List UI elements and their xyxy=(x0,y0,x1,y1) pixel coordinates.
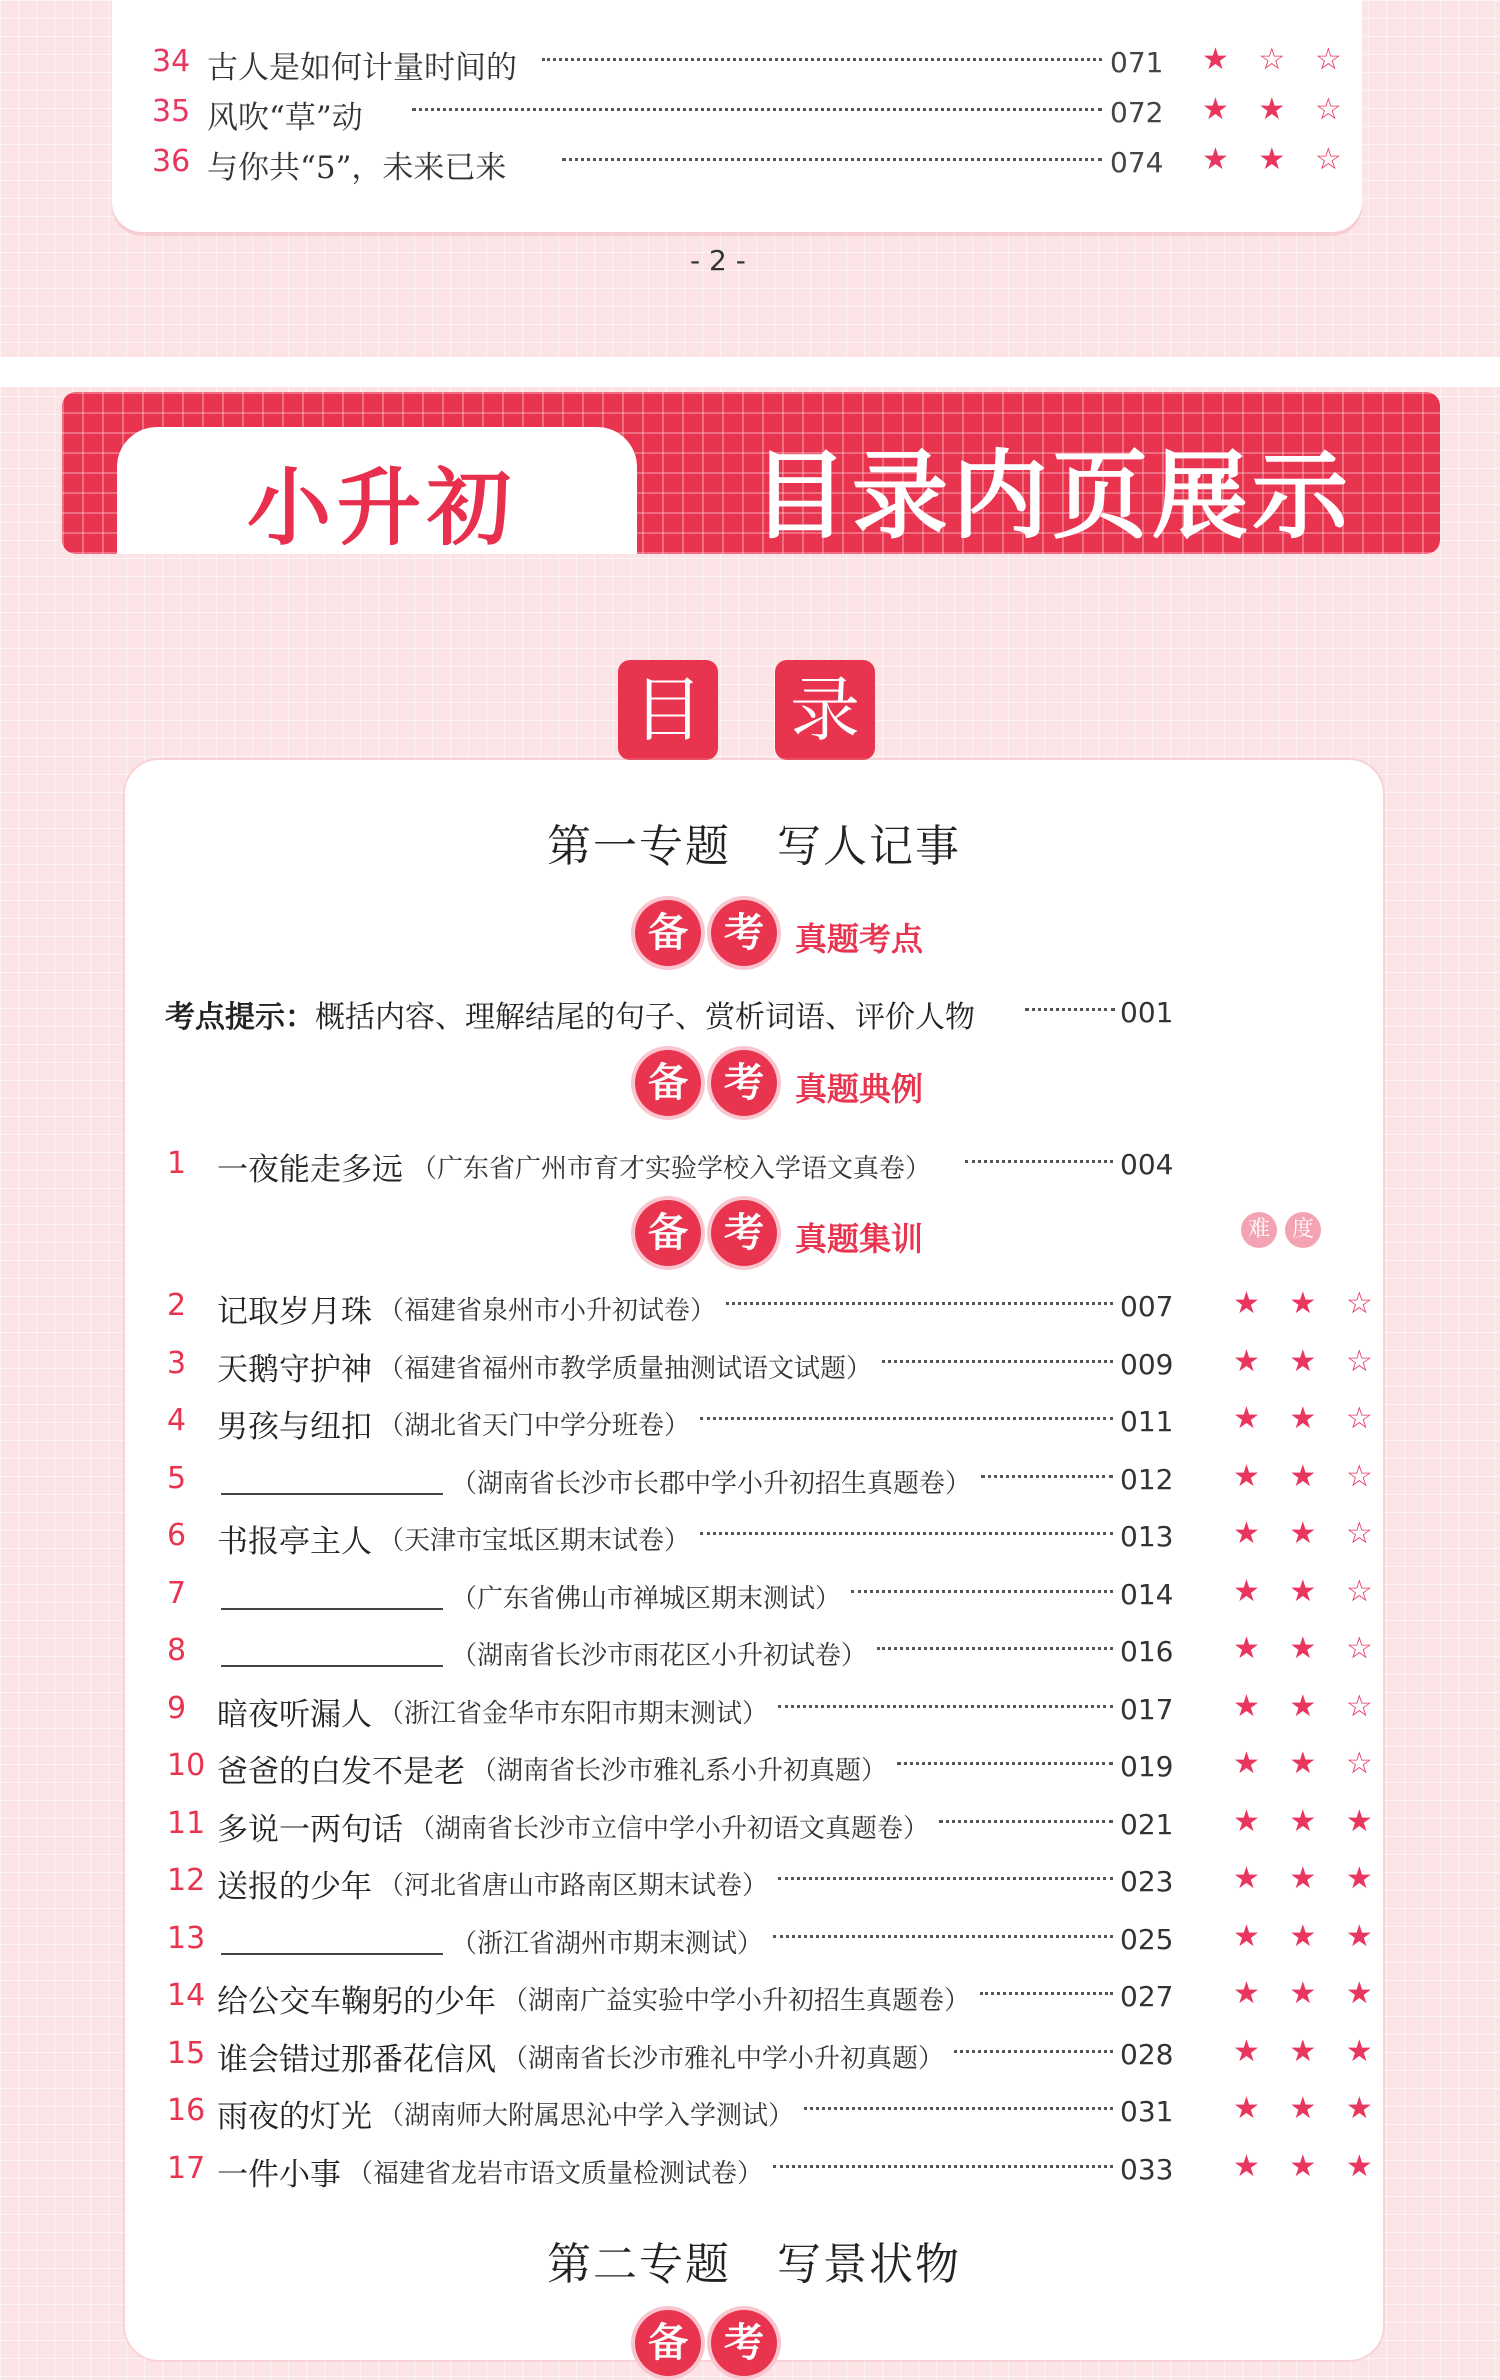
row-source: （湖南广益实验中学小升初招生真题卷） xyxy=(502,1986,971,2016)
dot-leader xyxy=(897,1762,1113,1765)
toc-row xyxy=(125,1683,1383,1733)
difficulty-stars: ★ ★ ★ xyxy=(1233,2091,1383,2126)
row-page: 017 xyxy=(1120,1692,1174,1726)
toc-row xyxy=(112,88,1362,136)
row-number: 5 xyxy=(167,1460,187,1496)
fill-in-blank xyxy=(221,1608,443,1610)
banner-left-text: 小升初 xyxy=(247,459,518,557)
dot-leader xyxy=(778,1877,1113,1880)
difficulty-char: 度 xyxy=(1285,1212,1321,1248)
dot-leader xyxy=(542,58,1102,61)
toc-row xyxy=(125,1740,1383,1790)
row-number: 3 xyxy=(167,1345,187,1381)
fill-in-blank xyxy=(221,1665,443,1667)
row-page: 016 xyxy=(1120,1635,1174,1668)
previous-page-card xyxy=(112,0,1362,232)
row-source: （福建省龙岩市语文质量检测试卷） xyxy=(347,2158,764,2189)
page-number: - 2 - xyxy=(690,244,746,277)
toc-row xyxy=(125,1568,1383,1618)
row-page: 012 xyxy=(1120,1462,1174,1496)
difficulty-stars: ★ ★ ★ xyxy=(1233,1918,1383,1954)
divider xyxy=(0,357,1500,387)
row-title: 雨夜的灯光 xyxy=(217,2099,372,2135)
row-number: 2 xyxy=(167,1288,187,1323)
difficulty-stars: ★ ★ ☆ xyxy=(1233,1286,1383,1321)
difficulty-char: 难 xyxy=(1241,1212,1277,1248)
difficulty-stars: ★ ★ ☆ xyxy=(1233,1516,1383,1551)
banner-title: 目录内页展示 xyxy=(752,440,1352,552)
row-number: 36 xyxy=(152,144,191,179)
difficulty-stars: ★ ★ ☆ xyxy=(1233,1631,1383,1666)
difficulty-stars: ★ ★ ★ xyxy=(1233,1803,1383,1839)
dot-leader xyxy=(980,1992,1113,1995)
toc-card xyxy=(125,760,1383,2366)
difficulty-stars: ★ ★ ☆ xyxy=(1233,1458,1383,1494)
row-page: 028 xyxy=(1120,2037,1174,2071)
row-title: 记取岁月珠 xyxy=(217,1294,372,1330)
row-title: 送报的少年 xyxy=(217,1869,372,1905)
beikao-char: 备 xyxy=(635,900,701,966)
row-page: 072 xyxy=(1110,96,1164,129)
row-source: （广东省广州市育才实验学校入学语文真卷） xyxy=(411,1154,932,1184)
row-title: 古人是如何计量时间的 xyxy=(207,50,517,86)
row-source: （湖南师大附属思沁中学入学测试） xyxy=(378,2101,795,2131)
dot-leader xyxy=(939,1820,1113,1823)
row-page: 033 xyxy=(1120,2152,1174,2186)
beikao-char: 考 xyxy=(711,900,777,966)
row-title: 书报亭主人 xyxy=(217,1524,372,1560)
beikao-char: 备 xyxy=(635,2310,701,2376)
row-source: （湖南省长沙市长郡中学小升初招生真题卷） xyxy=(451,1468,972,1499)
dot-leader xyxy=(851,1590,1113,1593)
toc-row xyxy=(125,2085,1383,2135)
difficulty-stars: ★ ★ ★ xyxy=(1233,1861,1383,1896)
difficulty-stars: ★ ★ ★ xyxy=(1233,2033,1383,2069)
difficulty-stars: ★ ★ ☆ xyxy=(1233,1746,1383,1781)
fill-in-blank xyxy=(221,1493,443,1495)
dot-leader xyxy=(773,2165,1113,2168)
row-page: 013 xyxy=(1120,1520,1174,1553)
toc-row xyxy=(112,138,1362,186)
row-number: 34 xyxy=(152,44,191,79)
beikao-label: 真题考点 xyxy=(795,920,924,958)
toc-row xyxy=(125,1138,1383,1188)
banner-left-tab xyxy=(117,427,637,557)
row-title: 与你共“5”，未来已来 xyxy=(207,150,507,186)
row-title: 暗夜听漏人 xyxy=(217,1696,372,1733)
row-page: 001 xyxy=(1120,996,1174,1029)
dot-leader xyxy=(882,1360,1113,1363)
toc-row xyxy=(125,1970,1383,2020)
beikao-char: 考 xyxy=(711,2310,777,2376)
toc-row xyxy=(125,1510,1383,1560)
dot-leader xyxy=(981,1475,1113,1478)
toc-row xyxy=(125,1338,1383,1388)
beikao-char: 备 xyxy=(635,1050,701,1116)
toc-row xyxy=(125,1395,1383,1445)
dot-leader xyxy=(562,158,1102,161)
toc-row xyxy=(125,1913,1383,1963)
section-title: 第一专题 写人记事 xyxy=(547,821,961,872)
banner xyxy=(62,392,1440,557)
dot-leader xyxy=(804,2107,1113,2110)
row-source: （天津市宝坻区期末试卷） xyxy=(378,1526,691,1556)
row-page: 025 xyxy=(1120,1922,1174,1956)
row-number: 13 xyxy=(167,1920,206,1956)
toc-row xyxy=(125,1855,1383,1905)
fill-in-blank xyxy=(221,1953,443,1955)
catalog-char: 目 xyxy=(618,660,718,760)
toc-row xyxy=(112,38,1362,86)
toc-row xyxy=(125,2028,1383,2078)
row-source: （福建省福州市教学质量抽测试语文试题） xyxy=(378,1353,873,1384)
difficulty-stars: ★ ★ ☆ xyxy=(1233,1401,1383,1436)
row-number: 9 xyxy=(167,1690,187,1726)
difficulty-stars: ★ ★ ☆ xyxy=(1233,1573,1383,1609)
row-page: 071 xyxy=(1110,46,1164,79)
row-page: 027 xyxy=(1120,1980,1174,2013)
row-page: 004 xyxy=(1120,1148,1174,1181)
beikao-char: 备 xyxy=(635,1200,701,1266)
row-source: （湖南省长沙市雨花区小升初试卷） xyxy=(451,1641,868,1671)
row-source: （广东省佛山市禅城区期末测试） xyxy=(451,1583,842,1614)
row-number: 7 xyxy=(167,1575,187,1611)
row-source: （湖南省长沙市立信中学小升初语文真题卷） xyxy=(409,1813,930,1844)
row-page: 021 xyxy=(1120,1807,1174,1841)
dot-leader xyxy=(778,1705,1113,1708)
row-page: 031 xyxy=(1120,2095,1174,2128)
beikao-char: 考 xyxy=(711,1050,777,1116)
row-number: 15 xyxy=(167,2035,206,2071)
dot-leader xyxy=(700,1417,1113,1420)
row-number: 1 xyxy=(167,1146,187,1181)
row-page: 074 xyxy=(1110,146,1164,179)
row-title: 给公交车鞠躬的少年 xyxy=(217,1984,496,2020)
row-number: 12 xyxy=(167,1863,206,1898)
row-source: （湖北省天门中学分班卷） xyxy=(378,1411,691,1441)
tip-row xyxy=(125,986,1383,1036)
dot-leader xyxy=(877,1647,1113,1650)
row-source: （湖南省长沙市雅礼系小升初真题） xyxy=(471,1756,888,1786)
dot-leader xyxy=(965,1160,1113,1163)
dot-leader xyxy=(773,1935,1113,1938)
difficulty-stars: ★ ★ ☆ xyxy=(1233,1688,1383,1724)
row-number: 6 xyxy=(167,1518,187,1553)
toc-row xyxy=(125,2143,1383,2193)
toc-row xyxy=(125,1453,1383,1503)
row-number: 8 xyxy=(167,1633,187,1668)
beikao-label: 真题典例 xyxy=(795,1070,924,1108)
row-page: 019 xyxy=(1120,1750,1174,1783)
toc-row xyxy=(125,1798,1383,1848)
toc-row xyxy=(125,1625,1383,1675)
tip-label: 考点提示： xyxy=(165,1000,315,1035)
difficulty-stars: ★ ★ ★ xyxy=(1233,2148,1383,2184)
row-page: 009 xyxy=(1120,1347,1174,1381)
dot-leader xyxy=(412,108,1102,111)
row-page: 007 xyxy=(1120,1290,1174,1323)
row-number: 14 xyxy=(167,1978,206,2013)
row-page: 023 xyxy=(1120,1865,1174,1898)
row-title: 天鹅守护神 xyxy=(217,1351,372,1388)
toc-row xyxy=(125,1280,1383,1330)
row-title: 风吹“草”动 xyxy=(207,100,363,136)
row-number: 4 xyxy=(167,1403,187,1438)
row-source: （浙江省湖州市期末测试） xyxy=(451,1928,764,1959)
dot-leader xyxy=(1025,1008,1115,1011)
row-source: （福建省泉州市小升初试卷） xyxy=(378,1296,717,1326)
row-page: 014 xyxy=(1120,1577,1174,1611)
dot-leader xyxy=(700,1532,1113,1535)
difficulty-stars: ★ ☆ ☆ xyxy=(1202,42,1352,77)
row-source: （湖南省长沙市雅礼中学小升初真题） xyxy=(502,2043,945,2074)
row-page: 011 xyxy=(1120,1405,1174,1438)
section-title: 第二专题 写景状物 xyxy=(547,2239,961,2290)
row-title: 男孩与纽扣 xyxy=(217,1409,372,1445)
beikao-char: 考 xyxy=(711,1200,777,1266)
difficulty-stars: ★ ★ ☆ xyxy=(1202,92,1352,127)
row-number: 10 xyxy=(167,1748,206,1783)
row-source: （浙江省金华市东阳市期末测试） xyxy=(378,1698,769,1729)
dot-leader xyxy=(954,2050,1113,2053)
row-number: 17 xyxy=(167,2150,206,2186)
row-source: （河北省唐山市路南区期末试卷） xyxy=(378,1871,769,1901)
row-title: 多说一两句话 xyxy=(217,1811,403,1848)
difficulty-stars: ★ ★ ☆ xyxy=(1233,1343,1383,1379)
beikao-label: 真题集训 xyxy=(795,1220,924,1258)
row-title: 一夜能走多远 xyxy=(217,1152,403,1188)
row-number: 16 xyxy=(167,2093,206,2128)
row-title: 一件小事 xyxy=(217,2156,341,2193)
dot-leader xyxy=(726,1302,1113,1305)
row-title: 爸爸的白发不是老 xyxy=(217,1754,465,1790)
row-title: 谁会错过那番花信风 xyxy=(217,2041,496,2078)
difficulty-header xyxy=(1241,1212,1329,1248)
row-number: 35 xyxy=(152,94,191,129)
tip-text: 概括内容、理解结尾的句子、赏析词语、评价人物 xyxy=(315,1000,975,1035)
catalog-char: 录 xyxy=(775,660,875,760)
difficulty-stars: ★ ★ ☆ xyxy=(1202,142,1352,177)
difficulty-stars: ★ ★ ★ xyxy=(1233,1976,1383,2011)
row-number: 11 xyxy=(167,1805,206,1841)
